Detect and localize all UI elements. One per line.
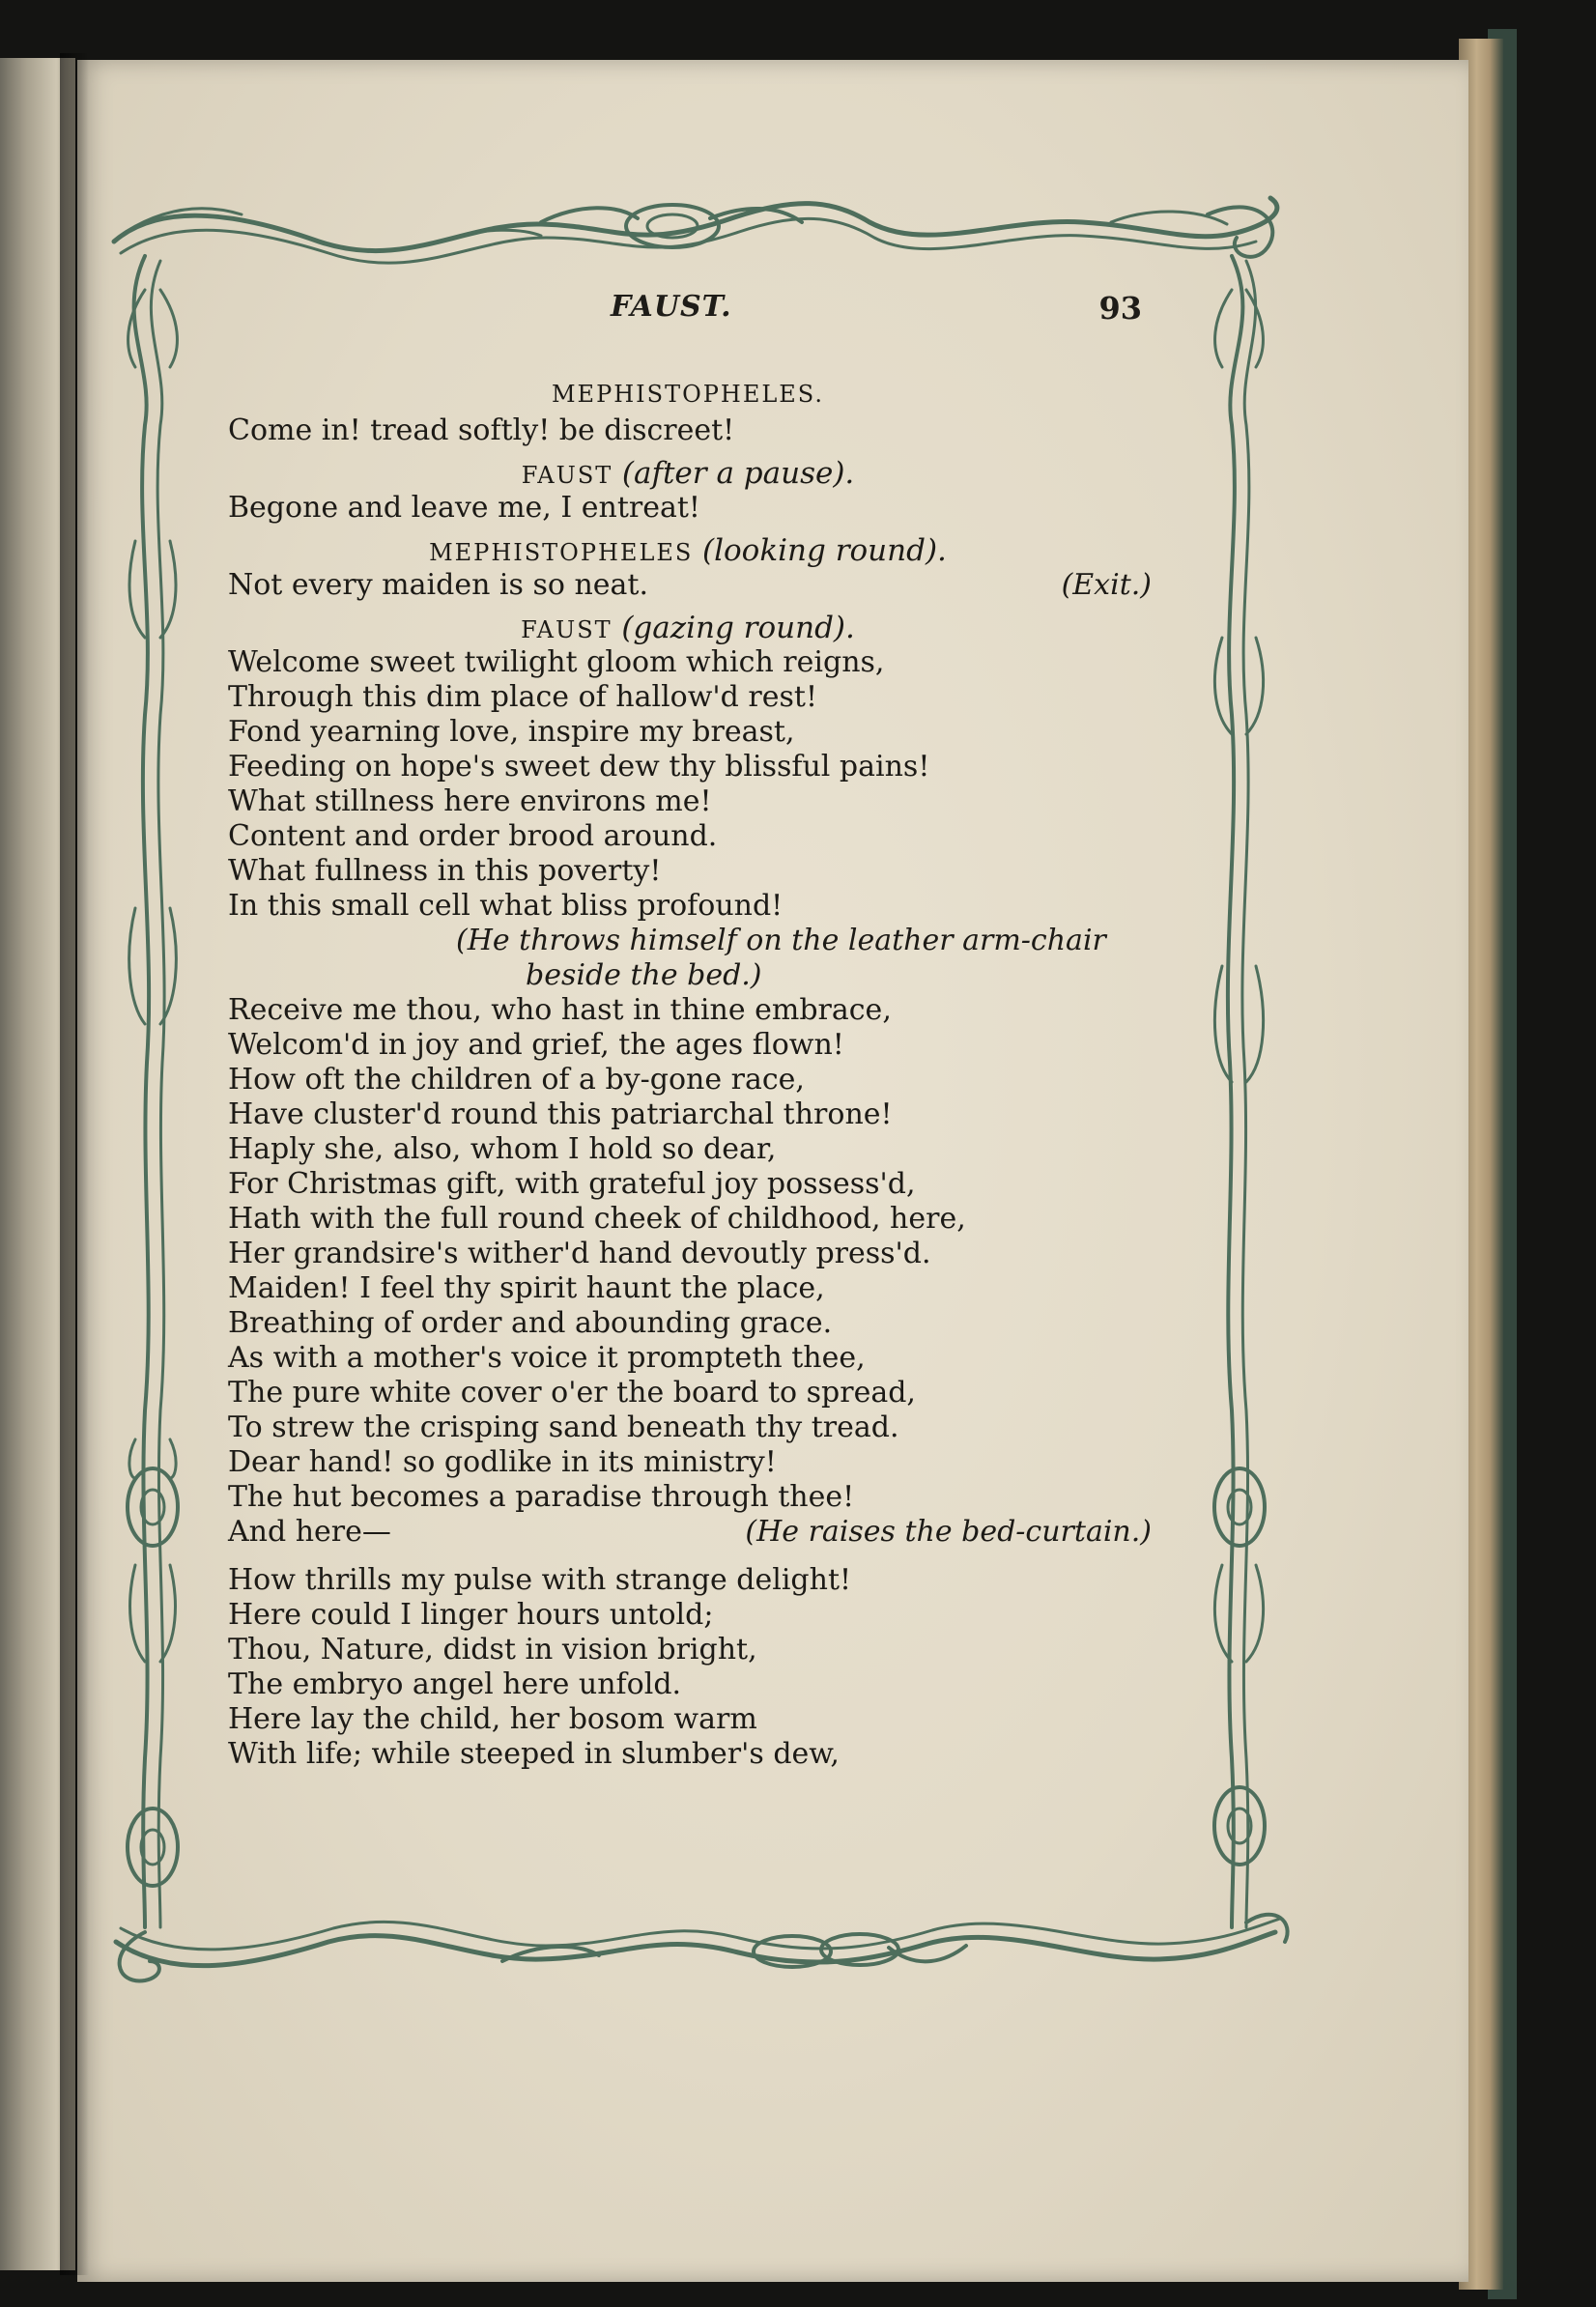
verse-line: Through this dim place of hallow'd rest! — [228, 680, 818, 714]
speaker-heading — [224, 375, 1152, 413]
top-scroll-ornament — [114, 198, 1277, 263]
verse-line: The embryo angel here unfold. — [228, 1667, 682, 1701]
verse-line: How oft the children of a by-gone race, — [228, 1063, 805, 1097]
verse-line: Her grandsire's wither'd hand devoutly press'd. — [228, 1237, 931, 1270]
stage-direction: (looking round). — [702, 533, 947, 568]
stage-direction-line: beside the bed.) — [526, 958, 762, 992]
stage-direction-line: (He throws himself on the leather arm-chair — [456, 924, 1106, 957]
verse-line: The pure white cover o'er the board to spread, — [228, 1376, 916, 1410]
speaker-heading — [224, 526, 1152, 568]
verse-line: Hath with the full round cheek of childhood, here, — [228, 1202, 966, 1236]
verse-line: Feeding on hope's sweet dew thy blissful pains! — [228, 750, 930, 783]
verse-line: In this small cell what bliss profound! — [228, 889, 784, 923]
stage-direction: (He raises the bed-curtain.) — [745, 1515, 1152, 1549]
verse-line: Haply she, also, whom I hold so dear, — [228, 1132, 777, 1166]
verse-line: To strew the crisping sand beneath thy tread. — [228, 1410, 899, 1444]
verse-line: Have cluster'd round this patriarchal throne! — [228, 1097, 893, 1131]
verse-line: Come in! tread softly! be discreet! — [228, 413, 735, 447]
verse-line: Maiden! I feel thy spirit haunt the place, — [228, 1271, 825, 1305]
verse-line: Welcom'd in joy and grief, the ages flown! — [228, 1028, 844, 1062]
speaker-name: MEPHISTOPHELES. — [551, 381, 825, 408]
speaker-name: FAUST — [521, 616, 613, 643]
speaker-heading — [224, 603, 1152, 645]
stage-direction: (after a pause). — [621, 456, 855, 491]
verse-line: What fullness in this poverty! — [228, 854, 662, 888]
speaker-name: MEPHISTOPHELES — [429, 539, 694, 566]
exit-direction: (Exit.) — [1061, 568, 1152, 602]
verse-line: As with a mother's voice it prompteth thee, — [228, 1341, 866, 1375]
stage-direction: (gazing round). — [621, 611, 855, 645]
verse-line: Begone and leave me, I entreat! — [228, 491, 700, 525]
page-number: 93 — [1098, 290, 1142, 327]
verse-line: How thrills my pulse with strange delight! — [228, 1563, 852, 1597]
verse-line — [224, 568, 1152, 603]
verse-line: With life; while steeped in slumber's dew, — [228, 1737, 840, 1771]
bottom-scroll-ornament — [116, 1915, 1288, 1981]
verse-line: Breathing of order and abounding grace. — [228, 1306, 833, 1340]
running-title: FAUST. — [611, 290, 732, 324]
verse-line: For Christmas gift, with grateful joy possess'd, — [228, 1167, 916, 1201]
verse-text: And here— — [228, 1515, 391, 1549]
running-head — [224, 290, 1142, 334]
right-vine-ornament — [1214, 256, 1265, 1927]
verse-line: Dear hand! so godlike in its ministry! — [228, 1445, 777, 1479]
verse-line: Here could I linger hours untold; — [228, 1598, 714, 1632]
verse-text: Not every maiden is so neat. — [228, 568, 648, 602]
play-text — [224, 375, 1152, 1772]
verse-line: What stillness here environs me! — [228, 784, 712, 818]
verse-line — [224, 1515, 1152, 1550]
left-vine-ornament — [128, 256, 178, 1927]
verse-line: Fond yearning love, inspire my breast, — [228, 715, 795, 749]
verse-line: Welcome sweet twilight gloom which reigns, — [228, 645, 885, 679]
verse-line: Receive me thou, who hast in thine embrace, — [228, 993, 892, 1027]
verse-line: The hut becomes a paradise through thee! — [228, 1480, 855, 1514]
verse-line: Thou, Nature, didst in vision bright, — [228, 1633, 757, 1666]
speaker-name: FAUST — [521, 462, 613, 489]
verse-line: Content and order brood around. — [228, 819, 718, 853]
verse-line: Here lay the child, her bosom warm — [228, 1702, 757, 1736]
stanza-gap — [224, 1550, 1152, 1563]
speaker-heading — [224, 448, 1152, 491]
